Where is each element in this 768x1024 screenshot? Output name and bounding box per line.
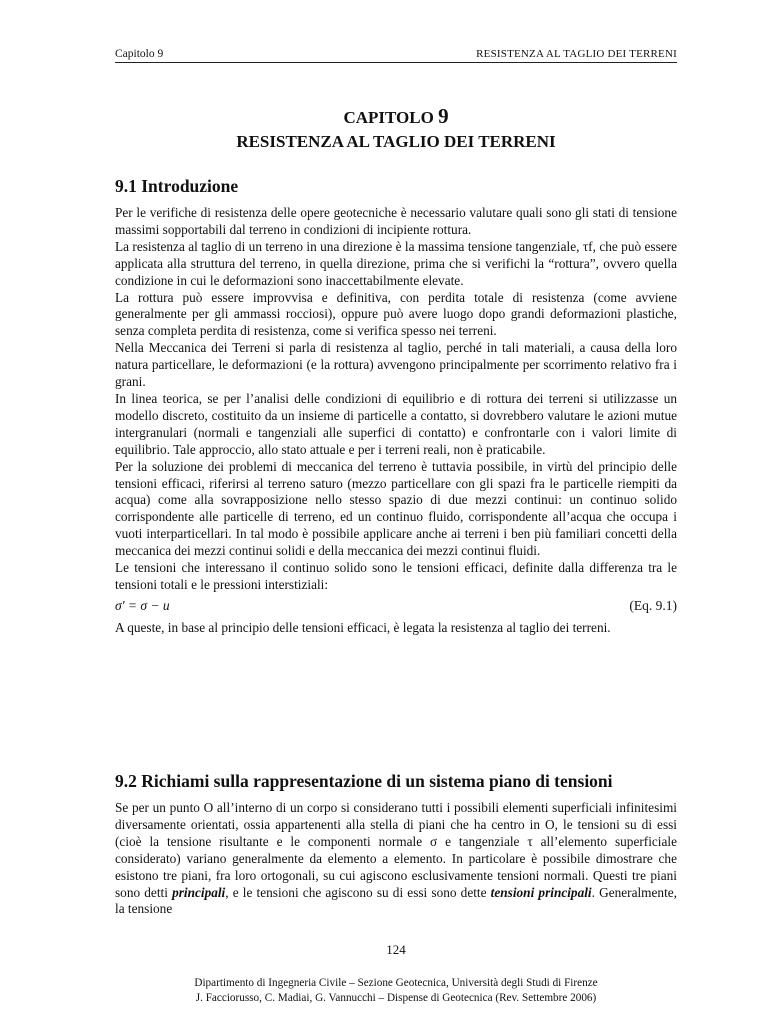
equation-9-1	[115, 598, 677, 615]
paragraph: Le tensioni che interessano il continuo solido sono le tensioni efficaci, definite dalla differenza tra le tensioni totali e le pressioni interstiziali:	[115, 560, 677, 592]
paragraph: Nella Meccanica dei Terreni si parla di resistenza al taglio, perché in tali materiali, a causa della loro natura particellare, le deformazioni (e la rottura) avvengono principalmente per scorrimento relativo fra i grani.	[115, 340, 677, 390]
paragraph: La resistenza al taglio di un terreno in una direzione è la massima tensione tangenziale, τf, che può essere applicata alla struttura del terreno, in quella direzione, prima che si verifichi la “rottura”, ovvero quella condizione in cui le deformazioni sono inaccettabilmente elevate.	[115, 238, 677, 288]
equation-label: (Eq. 9.1)	[629, 597, 677, 613]
paragraph: Per le verifiche di resistenza delle opere geotecniche è necessario valutare quali sono gli stati di tensione massimi sopportabili dal terreno in condizioni di incipiente rottura.	[115, 205, 677, 237]
section-9-1-body	[115, 205, 677, 637]
term-tensioni-principali: tensioni principali	[490, 884, 592, 900]
page-number: 124	[386, 942, 406, 957]
chapter-heading	[115, 104, 677, 154]
chapter-label: CAPITOLO	[343, 108, 434, 127]
header-chapter: Capitolo 9	[115, 48, 164, 60]
section-heading-9-2: 9.2 Richiami sulla rappresentazione di un sistema piano di tensioni	[115, 771, 613, 791]
term-principali: principali	[172, 884, 226, 900]
section-heading-9-1: 9.1 Introduzione	[115, 176, 239, 196]
footer-authors: J. Facciorusso, C. Madiai, G. Vannucchi – Dispense di Geotecnica (Rev. Settembre 2006)	[195, 992, 597, 1004]
paragraph: La rottura può essere improvvisa e definitiva, con perdita totale di resistenza (come avviene generalmente per gli ammassi rocciosi), oppure può avere luogo dopo grandi deformazioni plastiche, senza completa perdita di resistenza, come si verifica spesso nei terreni.	[115, 289, 677, 339]
section-9-2-body	[115, 800, 677, 918]
equation-formula: σ' = σ − u	[115, 597, 170, 613]
chapter-title: RESISTENZA AL TAGLIO DEI TERRENI	[236, 132, 556, 151]
paragraph: Se per un punto O all’interno di un corpo si considerano tutti i possibili elementi superficiali infinitesimi diversamente orientati, ossia appartenenti alla stella di piani che ha centro in O, le tensioni su di essi (cioè la tensione risultante e le componenti normale σ e tangenziale τ all’elemento superficiale considerato) variano generalmente da elemento a elemento. In particolare è possibile dimostrare che esistono tre piani, fra loro ortogonali, su cui agiscono esclusivamente tensioni normali. Questi tre piani sono detti principali, e le tensioni che agiscono su di essi sono dette tensioni principali. Generalmente, la tensione	[115, 800, 677, 917]
paragraph: A queste, in base al principio delle tensioni efficaci, è legata la resistenza al taglio dei terreni.	[115, 619, 611, 635]
footer-affiliation: Dipartimento di Ingegneria Civile – Sezione Geotecnica, Università degli Studi di Firenze	[194, 977, 598, 989]
running-header	[115, 42, 677, 63]
paragraph: Per la soluzione dei problemi di meccanica del terreno è tuttavia possibile, in virtù del principio delle tensioni efficaci, riferirsi al terreno saturo (mezzo particellare con gli spazi fra le particelle riempiti da acqua) come alla sovrapposizione nello stesso spazio di due mezzi continui: un continuo solido corrispondente alle particelle di terreno, ed un continuo fluido, corrispondente all’acqua che occupa i vuoti interparticellari. In tal modo è possibile applicare anche ai terreni i ben più familiari concetti della meccanica dei mezzi continui solidi e della meccanica dei mezzi continui fluidi.	[115, 458, 677, 559]
page-footer	[115, 976, 677, 1006]
chapter-number: 9	[438, 104, 449, 128]
header-title: RESISTENZA AL TAGLIO DEI TERRENI	[476, 48, 677, 60]
paragraph: In linea teorica, se per l’analisi delle condizioni di equilibrio e di rottura dei terreni si utilizzasse un modello discreto, costituito da un insieme di particelle a contatto, si dovrebbero valutare le azioni mutue intergranulari (normali e tangenziali alle superfici di contatto) e confrontarle con i valori limite di equilibrio. Tale approccio, allo stato attuale e per i terreni reali, non è praticabile.	[115, 390, 677, 457]
